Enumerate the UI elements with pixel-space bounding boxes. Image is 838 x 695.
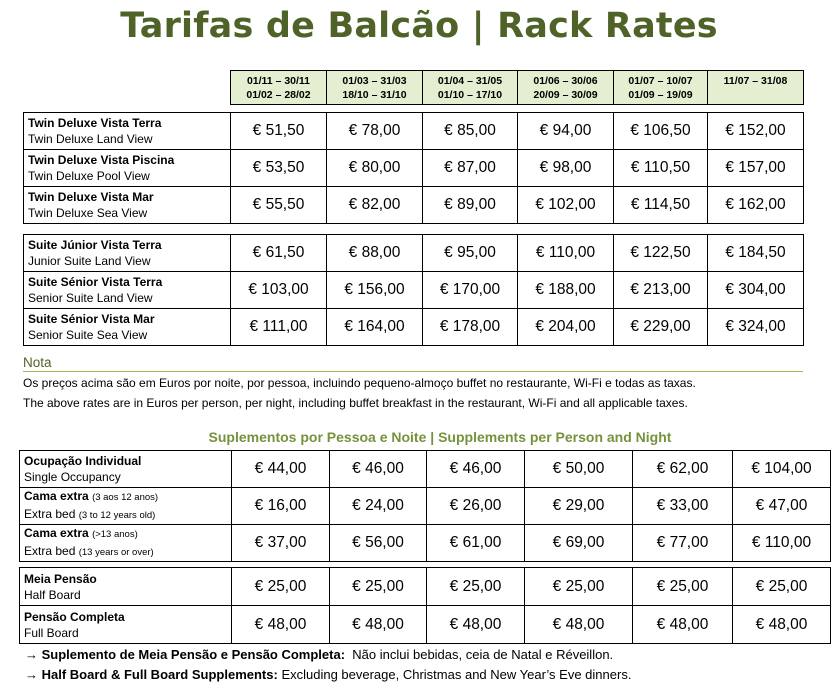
table-row xyxy=(24,187,804,224)
price-cell: € 46,00 xyxy=(330,451,427,488)
room-label: Twin Deluxe Vista Mar Twin Deluxe Sea View xyxy=(24,187,231,224)
period-header-cell: 01/11 – 30/11 01/02 – 28/02 xyxy=(231,71,327,105)
nota-text-pt: Os preços acima são em Euros por noite, por pessoa, incluindo pequeno-almoço buffet no restaurante, Wi-Fi e todas as taxas. xyxy=(23,376,696,390)
supplement-label: Meia Pensão Half Board xyxy=(20,568,232,606)
price-cell: € 37,00 xyxy=(232,525,330,562)
room-label: Twin Deluxe Vista Terra Twin Deluxe Land View xyxy=(24,113,231,150)
price-cell: € 157,00 xyxy=(708,150,804,187)
price-cell: € 170,00 xyxy=(423,272,518,309)
period-header-cell: 01/04 – 31/05 01/10 – 17/10 xyxy=(423,71,518,105)
board-supplements-table xyxy=(19,567,831,644)
price-cell: € 48,00 xyxy=(427,606,525,644)
nota-heading: Nota xyxy=(23,355,803,372)
period-header-cell: 01/03 – 31/03 18/10 – 31/10 xyxy=(327,71,423,105)
footnote-en: → Half Board & Full Board Supplements: Excluding beverage, Christmas and New Year’s Eve dinners. xyxy=(25,667,632,682)
price-cell: € 48,00 xyxy=(733,606,831,644)
price-cell: € 55,50 xyxy=(231,187,327,224)
price-cell: € 48,00 xyxy=(633,606,733,644)
table-row xyxy=(24,113,804,150)
supplement-label: Ocupação Individual Single Occupancy xyxy=(20,451,232,488)
price-cell: € 47,00 xyxy=(733,488,831,525)
price-cell: € 62,00 xyxy=(633,451,733,488)
price-cell: € 25,00 xyxy=(525,568,633,606)
table-row xyxy=(24,272,804,309)
period-header xyxy=(230,70,804,105)
price-cell: € 48,00 xyxy=(330,606,427,644)
page-title: Tarifas de Balcão | Rack Rates xyxy=(120,6,718,46)
price-cell: € 304,00 xyxy=(708,272,804,309)
price-cell: € 44,00 xyxy=(232,451,330,488)
table-row xyxy=(24,150,804,187)
price-cell: € 53,50 xyxy=(231,150,327,187)
price-cell: € 213,00 xyxy=(614,272,708,309)
price-cell: € 61,00 xyxy=(427,525,525,562)
price-cell: € 51,50 xyxy=(231,113,327,150)
price-cell: € 204,00 xyxy=(518,309,614,346)
price-cell: € 162,00 xyxy=(708,187,804,224)
price-cell: € 152,00 xyxy=(708,113,804,150)
price-cell: € 33,00 xyxy=(633,488,733,525)
suite-rooms-table xyxy=(23,234,804,346)
price-cell: € 48,00 xyxy=(232,606,330,644)
price-cell: € 25,00 xyxy=(232,568,330,606)
price-cell: € 104,00 xyxy=(733,451,831,488)
table-row xyxy=(24,309,804,346)
price-cell: € 78,00 xyxy=(327,113,423,150)
price-cell: € 77,00 xyxy=(633,525,733,562)
price-cell: € 88,00 xyxy=(327,235,423,272)
price-cell: € 69,00 xyxy=(525,525,633,562)
table-row xyxy=(20,488,831,525)
price-cell: € 50,00 xyxy=(525,451,633,488)
price-cell: € 103,00 xyxy=(231,272,327,309)
price-cell: € 16,00 xyxy=(232,488,330,525)
price-cell: € 24,00 xyxy=(330,488,427,525)
supplements-heading: Suplementos por Pessoa e Noite | Supplements per Person and Night xyxy=(208,429,672,445)
supplement-label: Pensão Completa Full Board xyxy=(20,606,232,644)
room-label: Suite Sénior Vista Mar Senior Suite Sea View xyxy=(24,309,231,346)
price-cell: € 25,00 xyxy=(427,568,525,606)
price-cell: € 48,00 xyxy=(525,606,633,644)
price-cell: € 94,00 xyxy=(518,113,614,150)
price-cell: € 110,00 xyxy=(733,525,831,562)
period-header-cell: 01/06 – 30/06 20/09 – 30/09 xyxy=(518,71,614,105)
price-cell: € 188,00 xyxy=(518,272,614,309)
twin-rooms-table xyxy=(23,112,804,224)
footnote-pt: → Suplemento de Meia Pensão e Pensão Completa: Não inclui bebidas, ceia de Natal e Réveillon. xyxy=(25,647,614,662)
price-cell: € 26,00 xyxy=(427,488,525,525)
price-cell: € 114,50 xyxy=(614,187,708,224)
price-cell: € 25,00 xyxy=(733,568,831,606)
table-row xyxy=(20,525,831,562)
arrow-right-icon: → xyxy=(25,647,38,662)
price-cell: € 229,00 xyxy=(614,309,708,346)
table-row xyxy=(20,568,831,606)
price-cell: € 164,00 xyxy=(327,309,423,346)
price-cell: € 156,00 xyxy=(327,272,423,309)
room-label: Twin Deluxe Vista Piscina Twin Deluxe Pool View xyxy=(24,150,231,187)
price-cell: € 87,00 xyxy=(423,150,518,187)
price-cell: € 95,00 xyxy=(423,235,518,272)
price-cell: € 61,50 xyxy=(231,235,327,272)
price-cell: € 89,00 xyxy=(423,187,518,224)
price-cell: € 178,00 xyxy=(423,309,518,346)
arrow-right-icon: → xyxy=(25,667,38,682)
price-cell: € 56,00 xyxy=(330,525,427,562)
table-row xyxy=(20,606,831,644)
period-header-cell: 11/07 – 31/08 xyxy=(708,71,804,105)
price-cell: € 110,50 xyxy=(614,150,708,187)
price-cell: € 82,00 xyxy=(327,187,423,224)
price-cell: € 184,50 xyxy=(708,235,804,272)
supplement-label: Cama extra (3 aos 12 anos) Extra bed (3 to 12 years old) xyxy=(20,488,232,525)
price-cell: € 25,00 xyxy=(330,568,427,606)
occupancy-supplements-table xyxy=(19,450,831,562)
price-cell: € 80,00 xyxy=(327,150,423,187)
price-cell: € 324,00 xyxy=(708,309,804,346)
price-cell: € 110,00 xyxy=(518,235,614,272)
period-header-cell: 01/07 – 10/07 01/09 – 19/09 xyxy=(614,71,708,105)
table-row xyxy=(20,451,831,488)
room-label: Suite Júnior Vista Terra Junior Suite Land View xyxy=(24,235,231,272)
supplement-label: Cama extra (>13 anos) Extra bed (13 years or over) xyxy=(20,525,232,562)
price-cell: € 102,00 xyxy=(518,187,614,224)
price-cell: € 98,00 xyxy=(518,150,614,187)
price-cell: € 122,50 xyxy=(614,235,708,272)
price-cell: € 46,00 xyxy=(427,451,525,488)
table-row xyxy=(24,235,804,272)
price-cell: € 85,00 xyxy=(423,113,518,150)
price-cell: € 29,00 xyxy=(525,488,633,525)
price-cell: € 106,50 xyxy=(614,113,708,150)
price-cell: € 111,00 xyxy=(231,309,327,346)
room-label: Suite Sénior Vista Terra Senior Suite Land View xyxy=(24,272,231,309)
price-cell: € 25,00 xyxy=(633,568,733,606)
nota-text-en: The above rates are in Euros per person, per night, including buffet breakfast in the restaurant, Wi-Fi and all applicable taxes. xyxy=(23,396,688,410)
